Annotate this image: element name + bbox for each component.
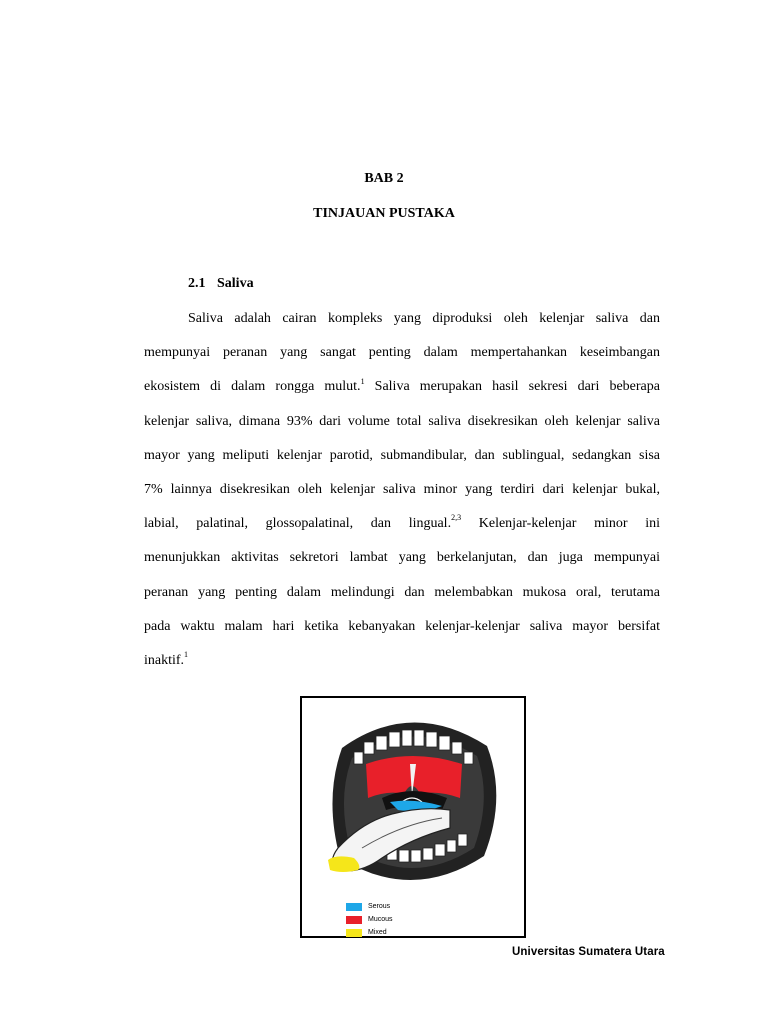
paragraph-line: kelenjar saliva, dimana 93% dari volume total saliva disekresikan oleh kelenjar saliva [144, 413, 660, 429]
paragraph-line: ekosistem di dalam rongga mulut.$^1$ Saliva merupakan hasil sekresi dari beberapa [144, 376, 660, 395]
university-footer: Universitas Sumatera Utara [512, 946, 665, 958]
citation-superscript: 1 [184, 650, 189, 660]
mixed-region [328, 856, 359, 872]
paragraph-line: mempunyai peranan yang sangat penting dalam mempertahankan keseimbangan [144, 345, 660, 361]
paragraph-line: pada waktu malam hari ketika kebanyakan kelenjar-kelenjar saliva mayor bersifat [144, 618, 660, 634]
chapter-number: BAB 2 [364, 171, 404, 186]
legend-swatch [346, 916, 362, 924]
legend-item-serous: Serous [346, 900, 393, 913]
chapter-title: TINJAUAN PUSTAKA [313, 206, 455, 221]
citation-superscript: 2,3 [451, 513, 462, 523]
mouth-illustration [302, 698, 524, 936]
paragraph-line: peranan yang penting dalam melindungi dan melembabkan mukosa oral, terutama [144, 584, 660, 600]
legend-item-mucous: Mucous [346, 913, 393, 926]
body-paragraph [144, 309, 660, 685]
section-number: 2.1 [188, 276, 206, 291]
legend-swatch [346, 903, 362, 911]
citation-superscript: 1 [360, 376, 365, 386]
paragraph-line: Saliva adalah cairan kompleks yang diproduksi oleh kelenjar saliva dan [188, 311, 660, 326]
paragraph-line: mayor yang meliputi kelenjar parotid, submandibular, dan sublingual, sedangkan sisa [144, 447, 660, 463]
figure-legend [346, 900, 393, 939]
paragraph-line: inaktif.$^1$ [144, 650, 189, 668]
legend-item-mixed: Mixed [346, 926, 393, 939]
legend-swatch [346, 929, 362, 937]
section-title: Saliva [217, 276, 254, 291]
mouth-gland-figure [300, 696, 526, 938]
paragraph-line: 7% lainnya disekresikan oleh kelenjar saliva minor yang terdiri dari kelenjar bukal, [144, 481, 660, 497]
section-heading [188, 276, 254, 292]
paragraph-line: menunjukkan aktivitas sekretori lambat yang berkelanjutan, dan juga mempunyai [144, 550, 660, 566]
paragraph-line: labial, palatinal, glossopalatinal, dan lingual.$^{2,3}$ Kelenjar-kelenjar minor ini [144, 513, 660, 532]
